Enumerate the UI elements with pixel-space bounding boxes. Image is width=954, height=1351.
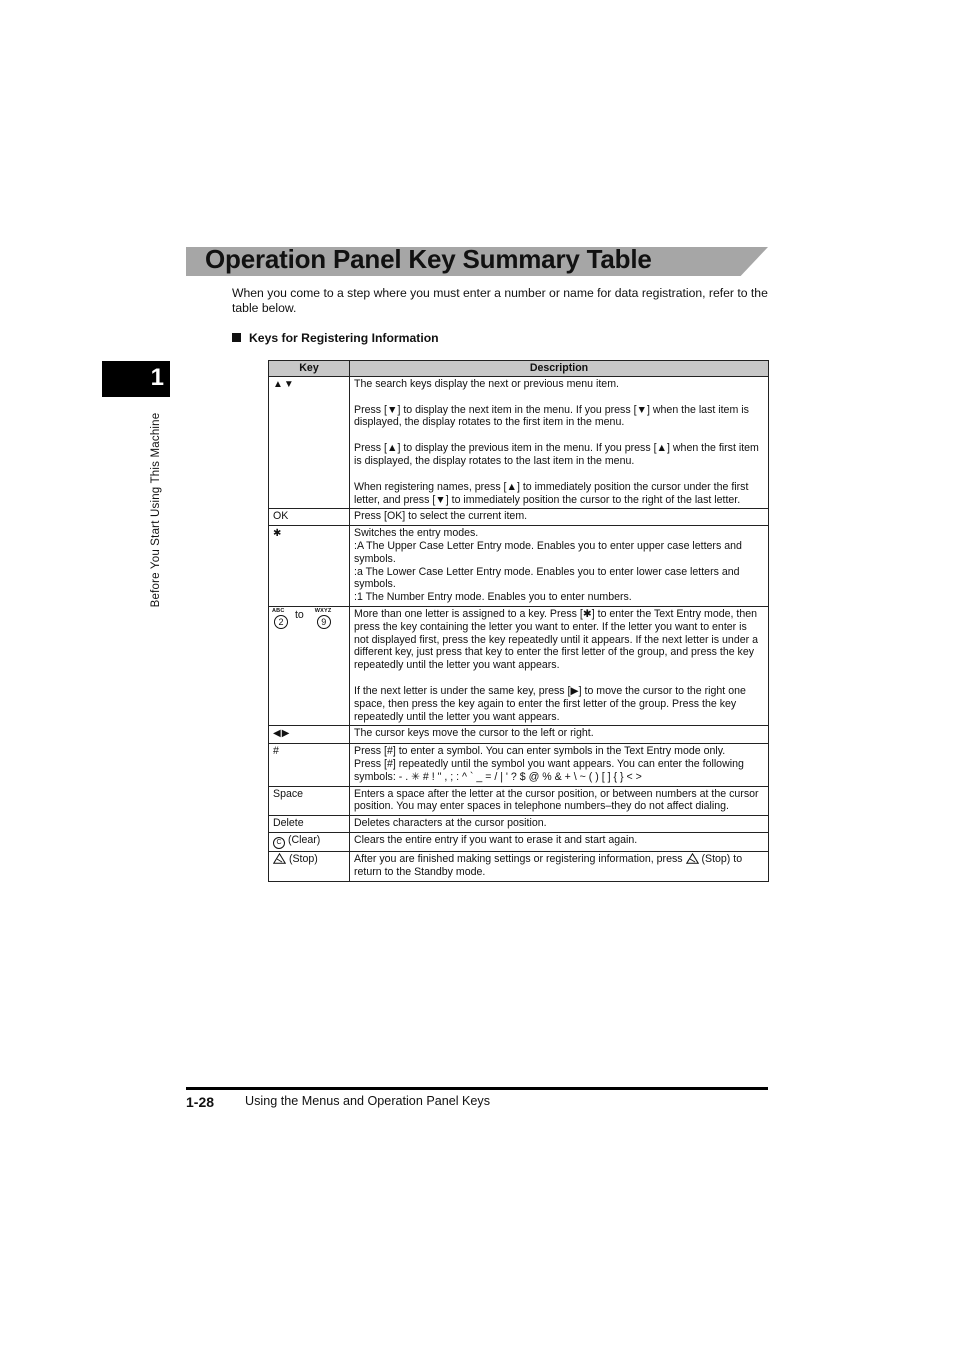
description-text: After you are finished making settings or registering information, press <box>354 852 683 865</box>
description-cell: Deletes characters at the cursor position. <box>350 816 769 833</box>
key-letters-label: ABC <box>272 607 285 614</box>
key-2-abc-icon <box>273 608 289 630</box>
key-label: (Clear) <box>287 833 321 846</box>
key-cell-numeric <box>269 606 350 725</box>
square-bullet-icon <box>232 333 241 342</box>
key-digit: 9 <box>317 615 331 629</box>
description-text: Press [#] repeatedly until the symbol you want appears. You can enter the following symbols: - . ✳ # ! " , ; : ^ ` _ = / | ' ? $ @ % & + \ ~ ( ) [ ] { } < > <box>354 757 744 783</box>
table-row <box>269 606 769 725</box>
key-cell-search <box>269 376 350 509</box>
footer-section-title: Using the Menus and Operation Panel Keys <box>245 1094 491 1108</box>
key-label: (Stop) <box>288 852 318 865</box>
description-text: When registering names, press [▲] to immediately position the cursor under the first letter, and press [▼] to immediately position the cursor to the right of the last letter. <box>354 480 749 506</box>
key-letters-label: WXYZ <box>314 607 332 614</box>
description-cell <box>350 606 769 725</box>
table-row <box>269 726 769 744</box>
description-text: :A The Upper Case Letter Entry mode. Enables you to enter upper case letters and symbols. <box>354 539 742 565</box>
table-row <box>269 851 769 881</box>
description-cell: Enters a space after the letter at the cursor position, or between numbers at the cursor position. You may enter spaces in telephone numbers–they do not affect dialing. <box>350 786 769 816</box>
chapter-title-vertical: Before You Start Using This Machine <box>150 412 162 608</box>
cursor-keys-icon: ◀▶ <box>273 728 291 740</box>
page-title: Operation Panel Key Summary Table <box>205 244 652 274</box>
description-cell <box>350 851 769 881</box>
description-cell: Clears the entire entry if you want to erase it and start again. <box>350 832 769 851</box>
chapter-tab <box>102 361 170 397</box>
table-row <box>269 509 769 526</box>
table-row <box>269 816 769 833</box>
description-cell: The cursor keys move the cursor to the left or right. <box>350 726 769 744</box>
description-text: Switches the entry modes. <box>354 527 479 540</box>
stop-key-icon <box>273 853 286 864</box>
footer-rule <box>186 1087 768 1090</box>
description-text: More than one letter is assigned to a key. Press [✱] to enter the Text Entry mode, then press the key containing the letter you want to enter. If the letter you want to enter is not displayed first, press the key repeatedly until it appears. If the next letter is under a different key, just press that key to enter the first letter of the group, and press the key repeatedly until the letter you want appears. <box>354 607 758 672</box>
key-cell-clear <box>269 832 350 851</box>
key-range-word: to <box>294 608 304 621</box>
chapter-number: 1 <box>150 364 164 391</box>
description-text: Press [▼] to display the next item in the menu. If you press [▼] when the last item is displayed, the display rotates to the first item in the menu. <box>354 403 749 429</box>
table-row <box>269 526 769 607</box>
description-cell: Press [OK] to select the current item. <box>350 509 769 526</box>
stop-key-icon <box>686 853 699 864</box>
description-text: Press [#] to enter a symbol. You can enter symbols in the Text Entry mode only. <box>354 745 726 758</box>
key-digit: 2 <box>274 615 288 629</box>
clear-key-icon: C <box>273 837 285 849</box>
key-cell-ok: OK <box>269 509 350 526</box>
description-text: Press [▲] to display the previous item in the menu. If you press [▲] when the first item is displayed, the display rotates to the last item in the menu. <box>354 442 759 467</box>
description-text: (Stop) to return to the Standby mode. <box>354 852 743 878</box>
key-cell-asterisk <box>269 526 350 607</box>
asterisk-key-icon: ✱ <box>273 528 283 540</box>
page-number: 1-28 <box>186 1094 215 1110</box>
description-cell <box>350 376 769 509</box>
table-header-row <box>269 361 769 377</box>
key-cell-space: Space <box>269 786 350 816</box>
key-cell-cursor <box>269 726 350 744</box>
search-keys-icon: ▲▼ <box>273 378 295 390</box>
column-header-description: Description <box>350 361 769 377</box>
intro-paragraph: When you come to a step where you must enter a number or name for data registration, refer to the table below. <box>232 286 768 315</box>
table-row <box>269 744 769 786</box>
section-heading-text: Keys for Registering Information <box>249 331 439 345</box>
key-9-wxyz-icon <box>316 608 332 630</box>
table-row <box>269 832 769 851</box>
key-summary-table <box>268 360 769 882</box>
description-text: The search keys display the next or previous menu item. <box>354 377 619 390</box>
section-heading <box>232 331 439 345</box>
description-cell <box>350 744 769 786</box>
table-row <box>269 376 769 509</box>
key-cell-hash: # <box>269 744 350 786</box>
description-text: :a The Lower Case Letter Entry mode. Enables you to enter lower case letters and symbols. <box>354 565 740 591</box>
key-cell-delete: Delete <box>269 816 350 833</box>
description-text: :1 The Number Entry mode. Enables you to enter numbers. <box>354 591 632 604</box>
description-cell <box>350 526 769 607</box>
key-cell-stop <box>269 851 350 881</box>
column-header-key: Key <box>269 361 350 377</box>
description-text: If the next letter is under the same key, press [▶] to move the cursor to the right one space, then press the key again to enter the first letter of the group. Press the key repeatedly until the letter you want appears. <box>354 684 746 723</box>
table-row <box>269 786 769 816</box>
